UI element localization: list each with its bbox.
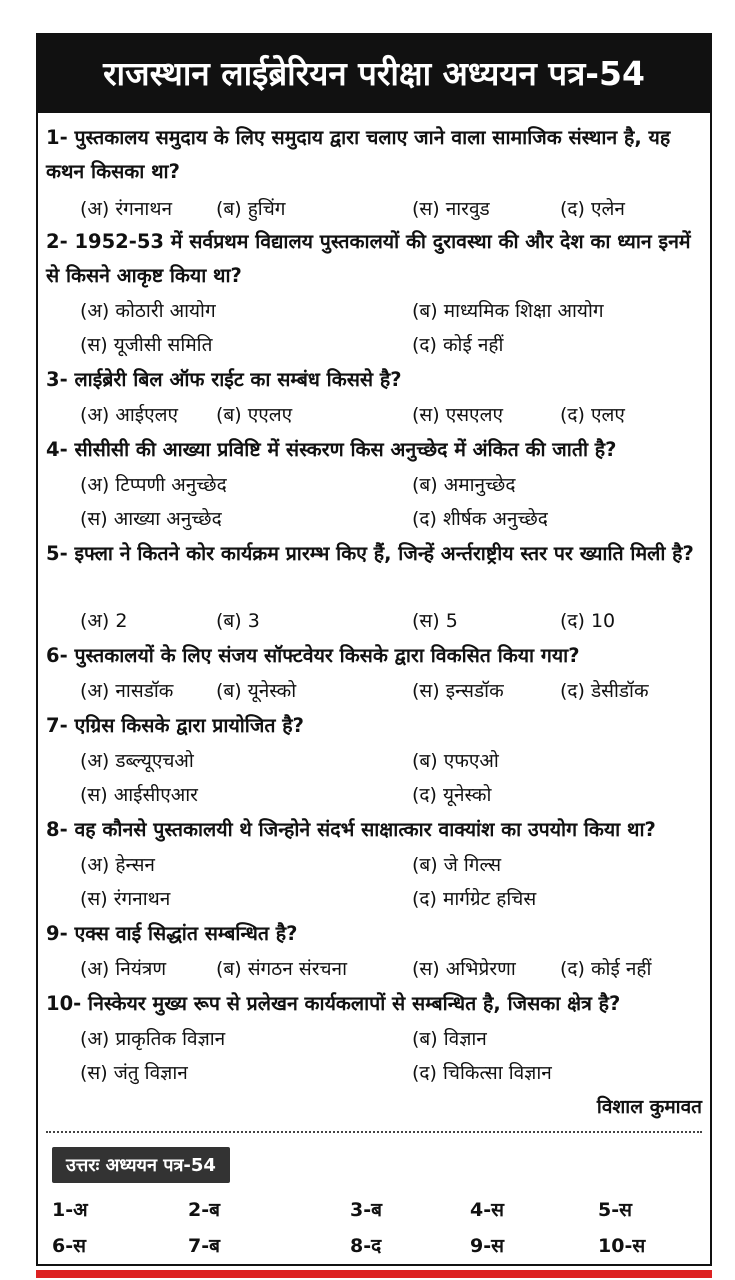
answer-8: 8-द bbox=[350, 1235, 382, 1257]
q5-option-b: (ब) 3 bbox=[216, 610, 260, 632]
q3-option-c: (स) एसएलए bbox=[412, 404, 503, 426]
q4-option-b: (ब) अमानुच्छेद bbox=[412, 474, 516, 496]
q9-option-d: (द) कोई नहीं bbox=[560, 958, 652, 980]
q7-option-d: (द) यूनेस्को bbox=[412, 784, 492, 806]
question-3: 3- लाईब्रेरी बिल ऑफ राईट का सम्बंध किससे है? bbox=[46, 368, 402, 391]
q7-option-a: (अ) डब्ल्यूएचओ bbox=[80, 750, 194, 772]
answer-6: 6-स bbox=[52, 1235, 86, 1257]
q2-option-b: (ब) माध्यमिक शिक्षा आयोग bbox=[412, 300, 604, 322]
q6-option-a: (अ) नासडॉक bbox=[80, 680, 174, 702]
q4-option-d: (द) शीर्षक अनुच्छेद bbox=[412, 508, 548, 530]
answer-3: 3-ब bbox=[350, 1199, 382, 1221]
q8-option-b: (ब) जे गिल्स bbox=[412, 854, 502, 876]
answer-2: 2-ब bbox=[188, 1199, 220, 1221]
q6-option-c: (स) इन्सडॉक bbox=[412, 680, 504, 702]
study-paper bbox=[36, 33, 712, 1266]
q6-option-d: (द) डेसीडॉक bbox=[560, 680, 649, 702]
q1-option-a: (अ) रंगनाथन bbox=[80, 198, 173, 220]
q2-option-d: (द) कोई नहीं bbox=[412, 334, 504, 356]
q4-option-a: (अ) टिप्पणी अनुच्छेद bbox=[80, 474, 227, 496]
q9-option-b: (ब) संगठन संरचना bbox=[216, 958, 348, 980]
q5-option-a: (अ) 2 bbox=[80, 610, 128, 632]
question-8: 8- वह कौनसे पुस्तकालयी थे जिन्होने संदर्भ साक्षात्कार वाक्यांश का उपयोग किया था? bbox=[46, 818, 656, 841]
divider bbox=[46, 1131, 702, 1133]
answers-title: उत्तरः अध्ययन पत्र-54 bbox=[52, 1147, 230, 1183]
q7-option-c: (स) आईसीएआर bbox=[80, 784, 198, 806]
q2-option-c: (स) यूजीसी समिति bbox=[80, 334, 213, 356]
q8-option-d: (द) मार्गग्रेट हचिस bbox=[412, 888, 537, 910]
answer-1: 1-अ bbox=[52, 1199, 88, 1221]
q1-option-b: (ब) हुचिंग bbox=[216, 198, 286, 220]
q2-option-a: (अ) कोठारी आयोग bbox=[80, 300, 216, 322]
q1-option-d: (द) एलेन bbox=[560, 198, 625, 220]
q8-option-c: (स) रंगनाथन bbox=[80, 888, 171, 910]
q3-option-a: (अ) आईएलए bbox=[80, 404, 179, 426]
q1-option-c: (स) नारवुड bbox=[412, 198, 490, 220]
question-5: 5- इफ्ला ने कितने कोर कार्यक्रम प्रारम्भ किए हैं, जिन्हें अर्न्तराष्ट्रीय स्तर पर ख्याति मिली है? bbox=[46, 542, 694, 565]
question-1: 1- पुस्तकालय समुदाय के लिए समुदाय द्वारा चलाए जाने वाला सामाजिक संस्थान है, यह कथन किसका था? bbox=[46, 126, 671, 183]
q10-option-c: (स) जंतु विज्ञान bbox=[80, 1062, 188, 1084]
bottom-red-bar bbox=[36, 1270, 712, 1278]
q5-option-c: (स) 5 bbox=[412, 610, 458, 632]
q7-option-b: (ब) एफएओ bbox=[412, 750, 499, 772]
question-10: 10- निस्केयर मुख्य रूप से प्रलेखन कार्यकलापों से सम्बन्धित है, जिसका क्षेत्र है? bbox=[46, 992, 621, 1015]
q10-option-d: (द) चिकित्सा विज्ञान bbox=[412, 1062, 552, 1084]
q3-option-d: (द) एलए bbox=[560, 404, 625, 426]
q9-option-c: (स) अभिप्रेरणा bbox=[412, 958, 516, 980]
q10-option-a: (अ) प्राकृतिक विज्ञान bbox=[80, 1028, 226, 1050]
answer-5: 5-स bbox=[598, 1199, 632, 1221]
answer-4: 4-स bbox=[470, 1199, 504, 1221]
q8-option-a: (अ) हेन्सन bbox=[80, 854, 155, 876]
question-7: 7- एग्रिस किसके द्वारा प्रायोजित है? bbox=[46, 714, 304, 737]
answer-9: 9-स bbox=[470, 1235, 504, 1257]
question-9: 9- एक्स वाई सिद्धांत सम्बन्धित है? bbox=[46, 922, 298, 945]
question-2: 2- 1952-53 में सर्वप्रथम विद्यालय पुस्तकालयों की दुरावस्था की और देश का ध्यान इनमें से किसने आकृष्ट किया था? bbox=[46, 230, 691, 287]
question-4: 4- सीसीसी की आख्या प्रविष्टि में संस्करण किस अनुच्छेद में अंकित की जाती है? bbox=[46, 438, 617, 461]
answer-7: 7-ब bbox=[188, 1235, 220, 1257]
answer-10: 10-स bbox=[598, 1235, 646, 1257]
author-name: विशाल कुमावत bbox=[596, 1096, 702, 1118]
q10-option-b: (ब) विज्ञान bbox=[412, 1028, 487, 1050]
q6-option-b: (ब) यूनेस्को bbox=[216, 680, 297, 702]
q9-option-a: (अ) नियंत्रण bbox=[80, 958, 167, 980]
question-6: 6- पुस्तकालयों के लिए संजय सॉफ्टवेयर किसके द्वारा विकसित किया गया? bbox=[46, 644, 580, 667]
q3-option-b: (ब) एएलए bbox=[216, 404, 293, 426]
q5-option-d: (द) 10 bbox=[560, 610, 616, 632]
page-title: राजस्थान लाईब्रेरियन परीक्षा अध्ययन पत्र-54 bbox=[38, 35, 710, 113]
q4-option-c: (स) आख्या अनुच्छेद bbox=[80, 508, 222, 530]
